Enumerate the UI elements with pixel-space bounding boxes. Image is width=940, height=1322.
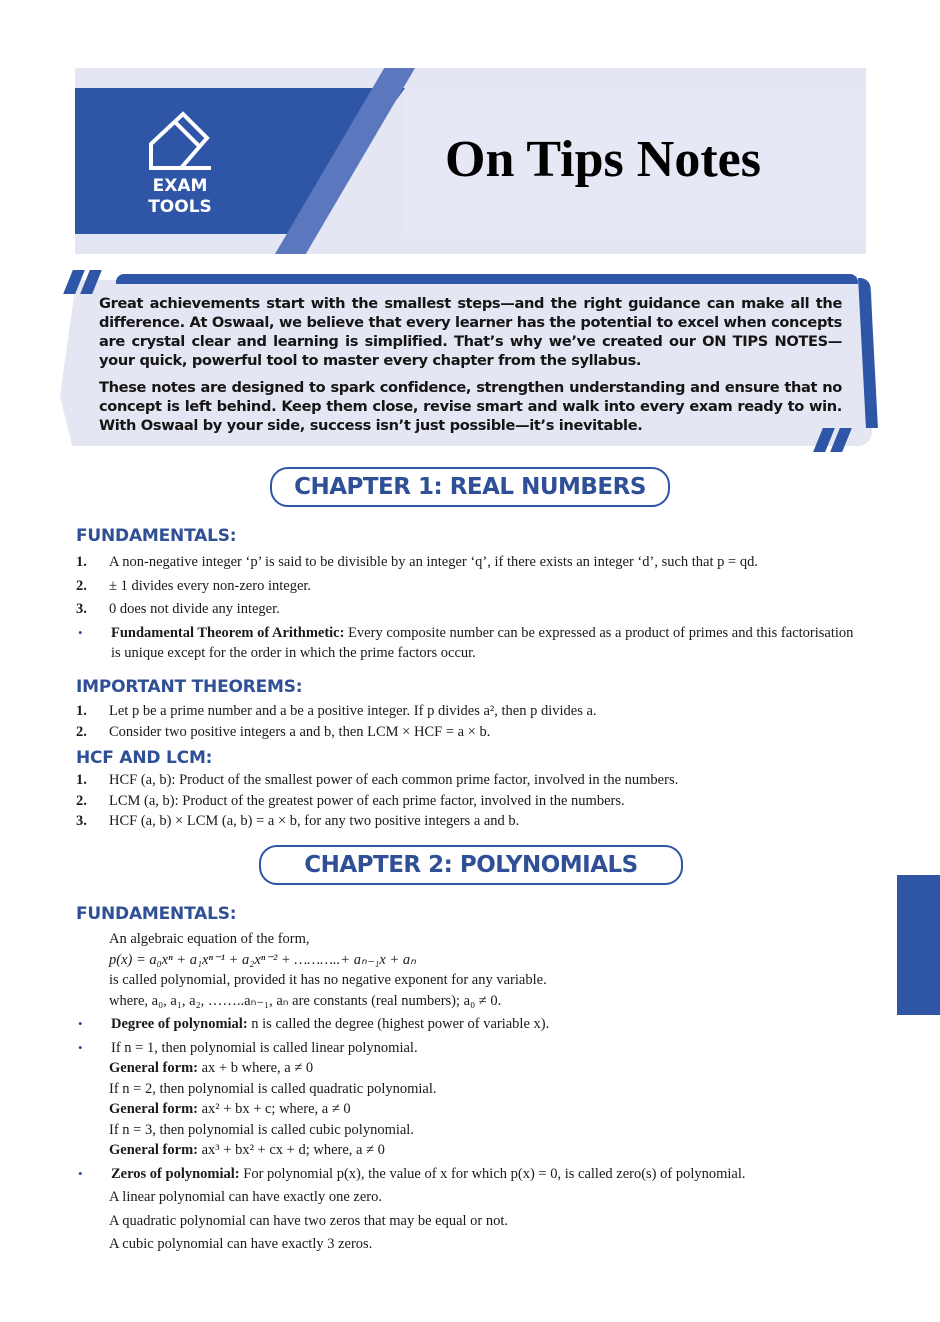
item-text: HCF (a, b): Product of the smallest power of each common prime factor, involved in the numbers. — [109, 772, 679, 788]
item-text: 0 does not divide any integer. — [109, 601, 280, 617]
ch1-fundamentals-list — [76, 552, 866, 664]
exam-label-line1: EXAM — [152, 176, 208, 196]
item-text: Consider two positive integers a and b, then LCM × HCF = a × b. — [109, 723, 491, 740]
intro-paragraph-1: Great achievements start with the smallest steps—and the right guidance can make all the difference. At Oswaal, we believe that every learner has the potential to excel when concepts are crystal clear and learning is simplified. That’s why we’ve created our ON TIPS NOTES—your quick, powerful tool to master every chapter from the syllabus. — [99, 295, 842, 369]
chapter-2-heading: CHAPTER 2: POLYNOMIALS — [259, 845, 683, 885]
item-text: HCF (a, b) × LCM (a, b) = a × b, for any two positive integers a and b. — [109, 813, 520, 829]
zeros-line — [76, 1234, 866, 1255]
list-item — [76, 552, 866, 573]
ch1-theorems-list — [76, 701, 866, 742]
general-form-line — [76, 1099, 866, 1120]
polynomial-formula — [76, 950, 866, 971]
ch1-fundamentals-heading: FUNDAMENTALS: — [76, 526, 237, 546]
intro-line — [76, 970, 866, 991]
item-text: ± 1 divides every non-zero integer. — [109, 577, 312, 594]
bullet-text: If n = 1, then polynomial is called linear polynomial. — [111, 1039, 418, 1056]
intro-line — [76, 929, 866, 950]
item-number: 3. — [76, 601, 87, 617]
item-text: An algebraic equation of the form, — [109, 931, 310, 947]
list-item — [76, 811, 866, 832]
list-item — [76, 791, 866, 812]
item-text: Let p be a prime number and a be a positive integer. If p divides a², then p divides a. — [109, 703, 597, 719]
header-banner — [75, 68, 866, 254]
form-text: ax³ + bx² + cx + d; where, a ≠ 0 — [197, 1142, 385, 1158]
pencil-edit-icon — [147, 110, 213, 172]
bullet-text: For polynomial p(x), the value of x for which p(x) = 0, is called zero(s) of polynomial. — [239, 1165, 746, 1182]
item-text: A cubic polynomial can have exactly 3 zeros. — [109, 1236, 373, 1252]
item-text: A non-negative integer ‘p’ is said to be divisible by an integer ‘q’, if there exists an integer ‘d’, such that p = qd. — [109, 554, 758, 570]
item-text: A linear polynomial can have exactly one zero. — [109, 1189, 382, 1205]
ch1-theorems-heading: IMPORTANT THEOREMS: — [76, 677, 303, 697]
bullet-label: Degree of polynomial: — [111, 1016, 248, 1032]
bullet-icon: • — [78, 1039, 83, 1055]
chapter-side-tab — [897, 875, 940, 1015]
item-number: 1. — [76, 554, 87, 570]
item-text: LCM (a, b): Product of the greatest power of each prime factor, involved in the numbers. — [109, 792, 625, 809]
type-line — [76, 1079, 866, 1100]
item-number: 2. — [76, 577, 87, 594]
exam-tools-label — [145, 176, 215, 218]
intro-quote-box — [60, 272, 878, 450]
item-text: A quadratic polynomial can have two zeros that may be equal or not. — [109, 1212, 509, 1229]
item-number: 3. — [76, 813, 87, 829]
list-item — [76, 576, 866, 597]
list-item — [76, 701, 866, 722]
quote-top-border — [116, 274, 858, 284]
ch1-hcf-lcm-heading: HCF AND LCM: — [76, 748, 213, 768]
general-form-line — [76, 1140, 866, 1161]
exam-tools-logo — [145, 110, 215, 220]
list-item — [76, 722, 866, 743]
item-text: is called polynomial, provided it has no negative exponent for any variable. — [109, 972, 547, 988]
open-quote-icon — [68, 270, 108, 296]
form-label: General form: — [109, 1142, 198, 1158]
item-number: 1. — [76, 772, 87, 788]
item-number: 1. — [76, 703, 87, 719]
bullet-text: n is called the degree (highest power of variable x). — [247, 1016, 550, 1032]
general-form-line — [76, 1058, 866, 1079]
bullet-icon: • — [78, 1016, 83, 1031]
bullet-text: Every composite number can be expressed as a product of primes and this factorisation is unique except for the order in which the prime factors occur. — [111, 624, 854, 661]
form-text: ax² + bx + c; where, a ≠ 0 — [197, 1101, 351, 1117]
bullet-icon: • — [78, 624, 83, 640]
ch1-hcf-lcm-list — [76, 770, 866, 832]
list-item — [76, 770, 866, 791]
form-label: General form: — [109, 1101, 198, 1117]
list-item-bullet — [76, 1164, 866, 1185]
bullet-icon: • — [78, 1165, 83, 1181]
page-title: On Tips Notes — [445, 131, 761, 188]
list-item-bullet — [76, 623, 866, 664]
form-label: General form: — [109, 1060, 198, 1076]
item-text: If n = 3, then polynomial is called cubic polynomial. — [109, 1121, 414, 1138]
form-text: ax + b where, a ≠ 0 — [197, 1060, 314, 1076]
item-text: If n = 2, then polynomial is called quadratic polynomial. — [109, 1080, 437, 1097]
ch2-fundamentals-heading: FUNDAMENTALS: — [76, 904, 237, 924]
item-text: where, a₀, a₁, a₂, ……..aₙ₋₁, aₙ are constants (real numbers); a₀ ≠ 0. — [109, 992, 502, 1009]
bullet-label: Zeros of polynomial: — [111, 1165, 240, 1182]
ch2-fundamentals-list — [76, 929, 866, 1255]
chapter-1-heading: CHAPTER 1: REAL NUMBERS — [270, 467, 670, 507]
list-item — [76, 599, 866, 620]
bullet-label: Fundamental Theorem of Arithmetic: — [111, 624, 345, 641]
zeros-line — [76, 1211, 866, 1232]
formula-text: p(x) = a₀xⁿ + a₁xⁿ⁻¹ + a₂xⁿ⁻² + ………..+ aₙ₋₁x + aₙ — [109, 951, 416, 968]
exam-label-line2: TOOLS — [148, 197, 212, 217]
intro-line — [76, 991, 866, 1012]
intro-paragraph-2: These notes are designed to spark confidence, strengthen understanding and ensure that no concept is left behind. Keep them close, revise smart and walk into every exam ready to win. With Oswaal by your side, success isn’t just possible—it’s inevitable. — [99, 379, 842, 434]
list-item-bullet — [76, 1038, 866, 1059]
intro-text — [99, 294, 842, 443]
list-item-bullet — [76, 1014, 866, 1035]
zeros-line — [76, 1187, 866, 1208]
type-line — [76, 1120, 866, 1141]
item-number: 2. — [76, 792, 87, 809]
item-number: 2. — [76, 723, 87, 740]
